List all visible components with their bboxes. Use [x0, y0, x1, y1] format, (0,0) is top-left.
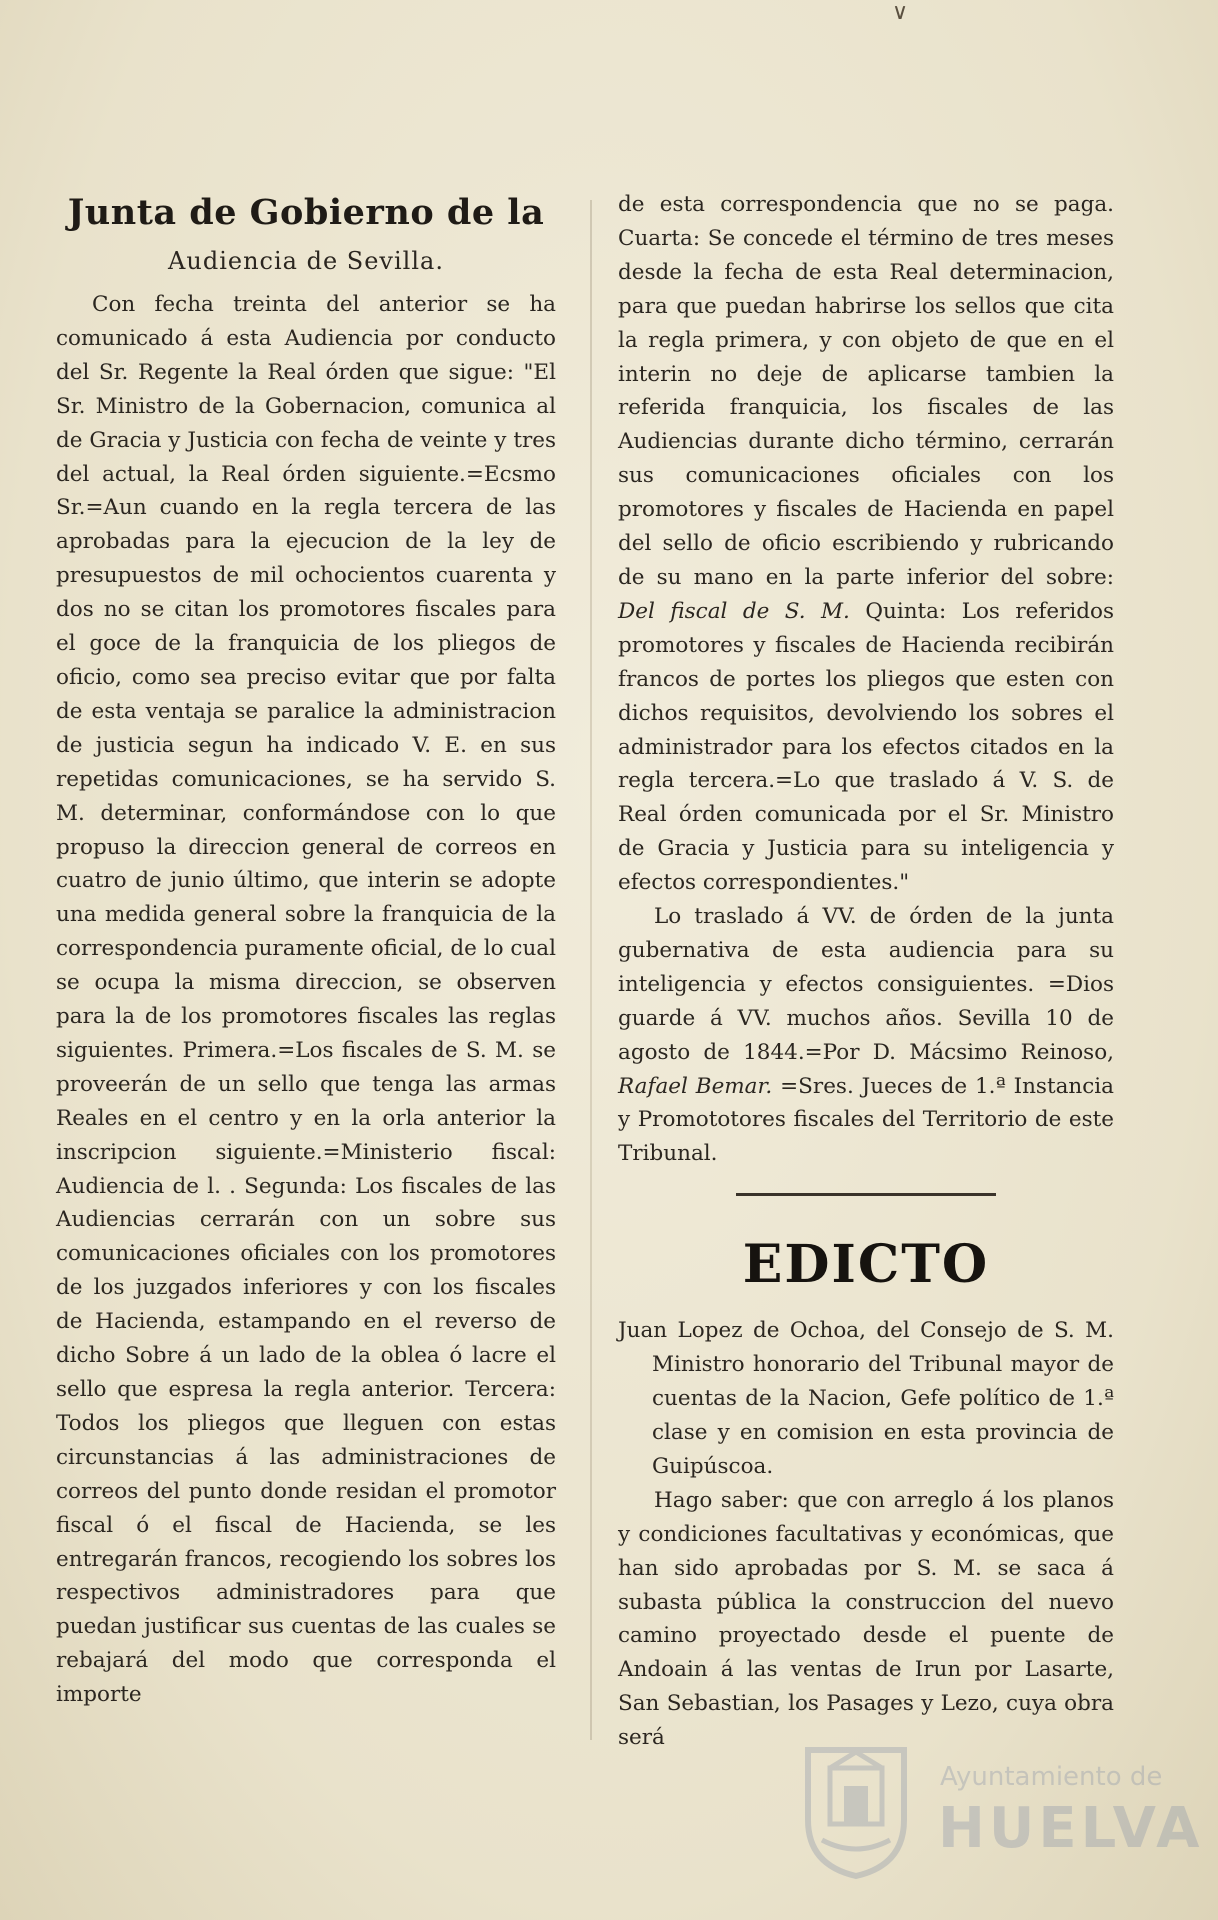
closing-text-2: =Sres. Jueces de 1.ª Instancia y Promototores fiscales del Territorio de este Tribunal.: [618, 1073, 1114, 1167]
edicto-intro: Juan Lopez de Ochoa, del Consejo de S. M. Ministro honorario del Tribunal mayor de cuentas de la Nacion, Gefe político de 1.ª clase y en comision en esta provincia de Guipúscoa.: [618, 1318, 1114, 1479]
archive-watermark: [800, 1740, 1204, 1890]
edicto-heading: EDICTO: [742, 1234, 990, 1296]
section-divider: [736, 1193, 996, 1196]
continuation-italic: Del fiscal de S. M.: [618, 598, 850, 624]
article-title: Junta de Gobierno de la: [67, 192, 545, 233]
article-subtitle: Audiencia de Sevilla.: [168, 247, 444, 275]
column-divider: [590, 200, 592, 1740]
article-closing: [618, 900, 1114, 1171]
watermark-line1: Ayuntamiento de: [940, 1762, 1163, 1792]
left-column: [56, 188, 556, 1712]
binding-mark: ∨: [892, 0, 909, 25]
continuation-text-1: de esta correspondencia que no se paga. Cuarta: Se concede el término de tres meses desde la fecha de esta Real determinacion, para que puedan habrirse los sellos que cita la regla primera, y con objeto de que en el interin no deje de aplicarse tambien la referida franquicia, los fiscales de las Audiencias durante dicho término, cerrarán sus comunicaciones oficiales con los promotores y fiscales de Hacienda en papel del sello de oficio escribiendo y rubricando de su mano en la parte inferior del sobre:: [618, 192, 1114, 590]
closing-text-1: Lo traslado á VV. de órden de la junta gubernativa de esta audiencia para su inteligencia y efectos consiguientes. =Dios guarde á VV. muchos años. Sevilla 10 de agosto de 1844.=Por D. Mácsimo Reinoso,: [618, 904, 1114, 1065]
article-body: Con fecha treinta del anterior se ha comunicado á esta Audiencia por conducto del Sr. Regente la Real órden que sigue: "El Sr. Ministro de la Gobernacion, comunica al de Gracia y Justicia con fecha de veinte y tres del actual, la Real órden siguiente.=Ecsmo Sr.=Aun cuando en la regla tercera de las aprobadas para la ejecucion de la ley de presupuestos de mil ochocientos cuarenta y dos no se citan los promotores fiscales para el goce de la franquicia de los pliegos de oficio, como sea preciso evitar que por falta de esta ventaja se paralice la administracion de justicia segun ha indicado V. E. en sus repetidas comunicaciones, se ha servido S. M. determinar, conformándose con lo que propuso la direccion general de correos en cuatro de junio último, que interin se adopte una medida general sobre la franquicia de la correspondencia puramente oficial, de lo cual se ocupa la misma direccion, se observen para la de los promotores fiscales las reglas siguientes. Primera.=Los fiscales de S. M. se proveerán de un sello que tenga las armas Reales en el centro y en la orla anterior la inscripcion siguiente.=Ministerio fiscal: Audiencia de l. . Segunda: Los fiscales de las Audiencias cerrarán con un sobre sus comunicaciones oficiales con los promotores de los juzgados inferiores y con los fiscales de Hacienda, estampando en el reverso de dicho Sobre á un lado de la oblea ó lacre el sello que espresa la regla anterior. Tercera: Todos los pliegos que lleguen con estas circunstancias á las administraciones de correos del punto donde residan el promotor fiscal ó el fiscal de Hacienda, se les entregarán francos, recogiendo los sobres los respectivos administradores para que puedan justificar sus cuentas de las cuales se rebajará del modo que corresponda el importe: [56, 292, 556, 1708]
city-crest-icon: [800, 1740, 912, 1880]
right-column: [618, 188, 1114, 1755]
article-continuation: [618, 188, 1114, 900]
continuation-text-2: Quinta: Los referidos promotores y fiscales de Hacienda recibirán francos de portes los pliegos que esten con dichos requisitos, devolviendo los sobres el administrador para los efectos citados en la regla tercera.=Lo que traslado á V. S. de Real órden comunicada por el Sr. Ministro de Gracia y Justicia para su inteligencia y efectos correspondientes.": [618, 598, 1114, 896]
edicto-body: Hago saber: que con arreglo á los planos y condiciones facultativas y económicas, que han sido aprobadas por S. M. se saca á subasta pública la construccion del nuevo camino proyectado desde el puente de Andoain á las ventas de Irun por Lasarte, San Sebastian, los Pasages y Lezo, cuya obra será: [618, 1487, 1114, 1751]
closing-signature: Rafael Bemar.: [618, 1073, 773, 1099]
watermark-line2: HUELVA: [938, 1796, 1204, 1861]
